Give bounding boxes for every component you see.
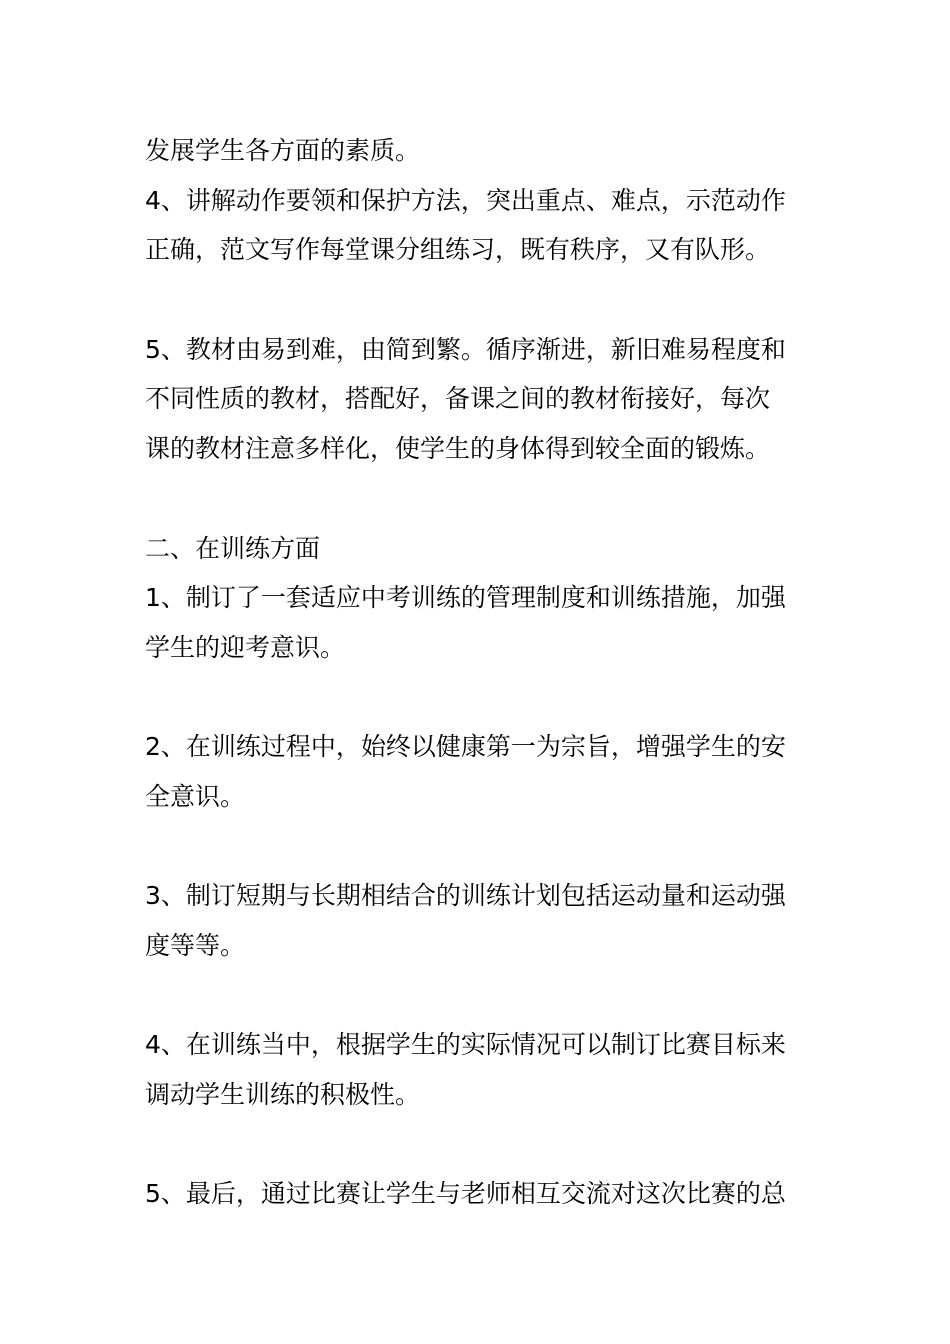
text-line: 5、教材由易到难，由简到繁。循序渐进，新旧难易程度和 — [145, 334, 786, 364]
text-line: 全意识。 — [145, 781, 246, 811]
blank-line — [145, 822, 815, 872]
blank-line — [145, 1120, 815, 1170]
text-line: 调动学生训练的积极性。 — [145, 1080, 421, 1110]
text-line: 学生的迎考意识。 — [145, 632, 346, 662]
text-line: 4、在训练当中，根据学生的实际情况可以制订比赛目标来 — [145, 1030, 786, 1060]
text-line: 不同性质的教材，搭配好，备课之间的教材衔接好，每次 — [145, 384, 771, 414]
text-line: 5、最后，通过比赛让学生与老师相互交流对这次比赛的总 — [145, 1179, 786, 1209]
blank-line — [145, 971, 815, 1021]
section-heading: 二、在训练方面 — [145, 533, 321, 563]
blank-line — [145, 474, 815, 524]
blank-line — [145, 275, 815, 325]
text-line: 3、制订短期与长期相结合的训练计划包括运动量和运动强 — [145, 881, 786, 911]
text-line: 发展学生各方面的素质。 — [145, 136, 421, 165]
text-line: 2、在训练过程中，始终以健康第一为宗旨，增强学生的安 — [145, 732, 786, 762]
text-line: 课的教材注意多样化，使学生的身体得到较全面的锻炼。 — [145, 434, 771, 464]
text-line: 4、讲解动作要领和保护方法，突出重点、难点，示范动作 — [145, 185, 786, 215]
text-line: 度等等。 — [145, 931, 246, 960]
text-line: 1、制订了一套适应中考训练的管理制度和训练措施，加强 — [145, 583, 786, 613]
document-body — [145, 126, 815, 1219]
blank-line — [145, 673, 815, 723]
text-line: 正确，范文写作每堂课分组练习，既有秩序，又有队形。 — [145, 235, 771, 265]
